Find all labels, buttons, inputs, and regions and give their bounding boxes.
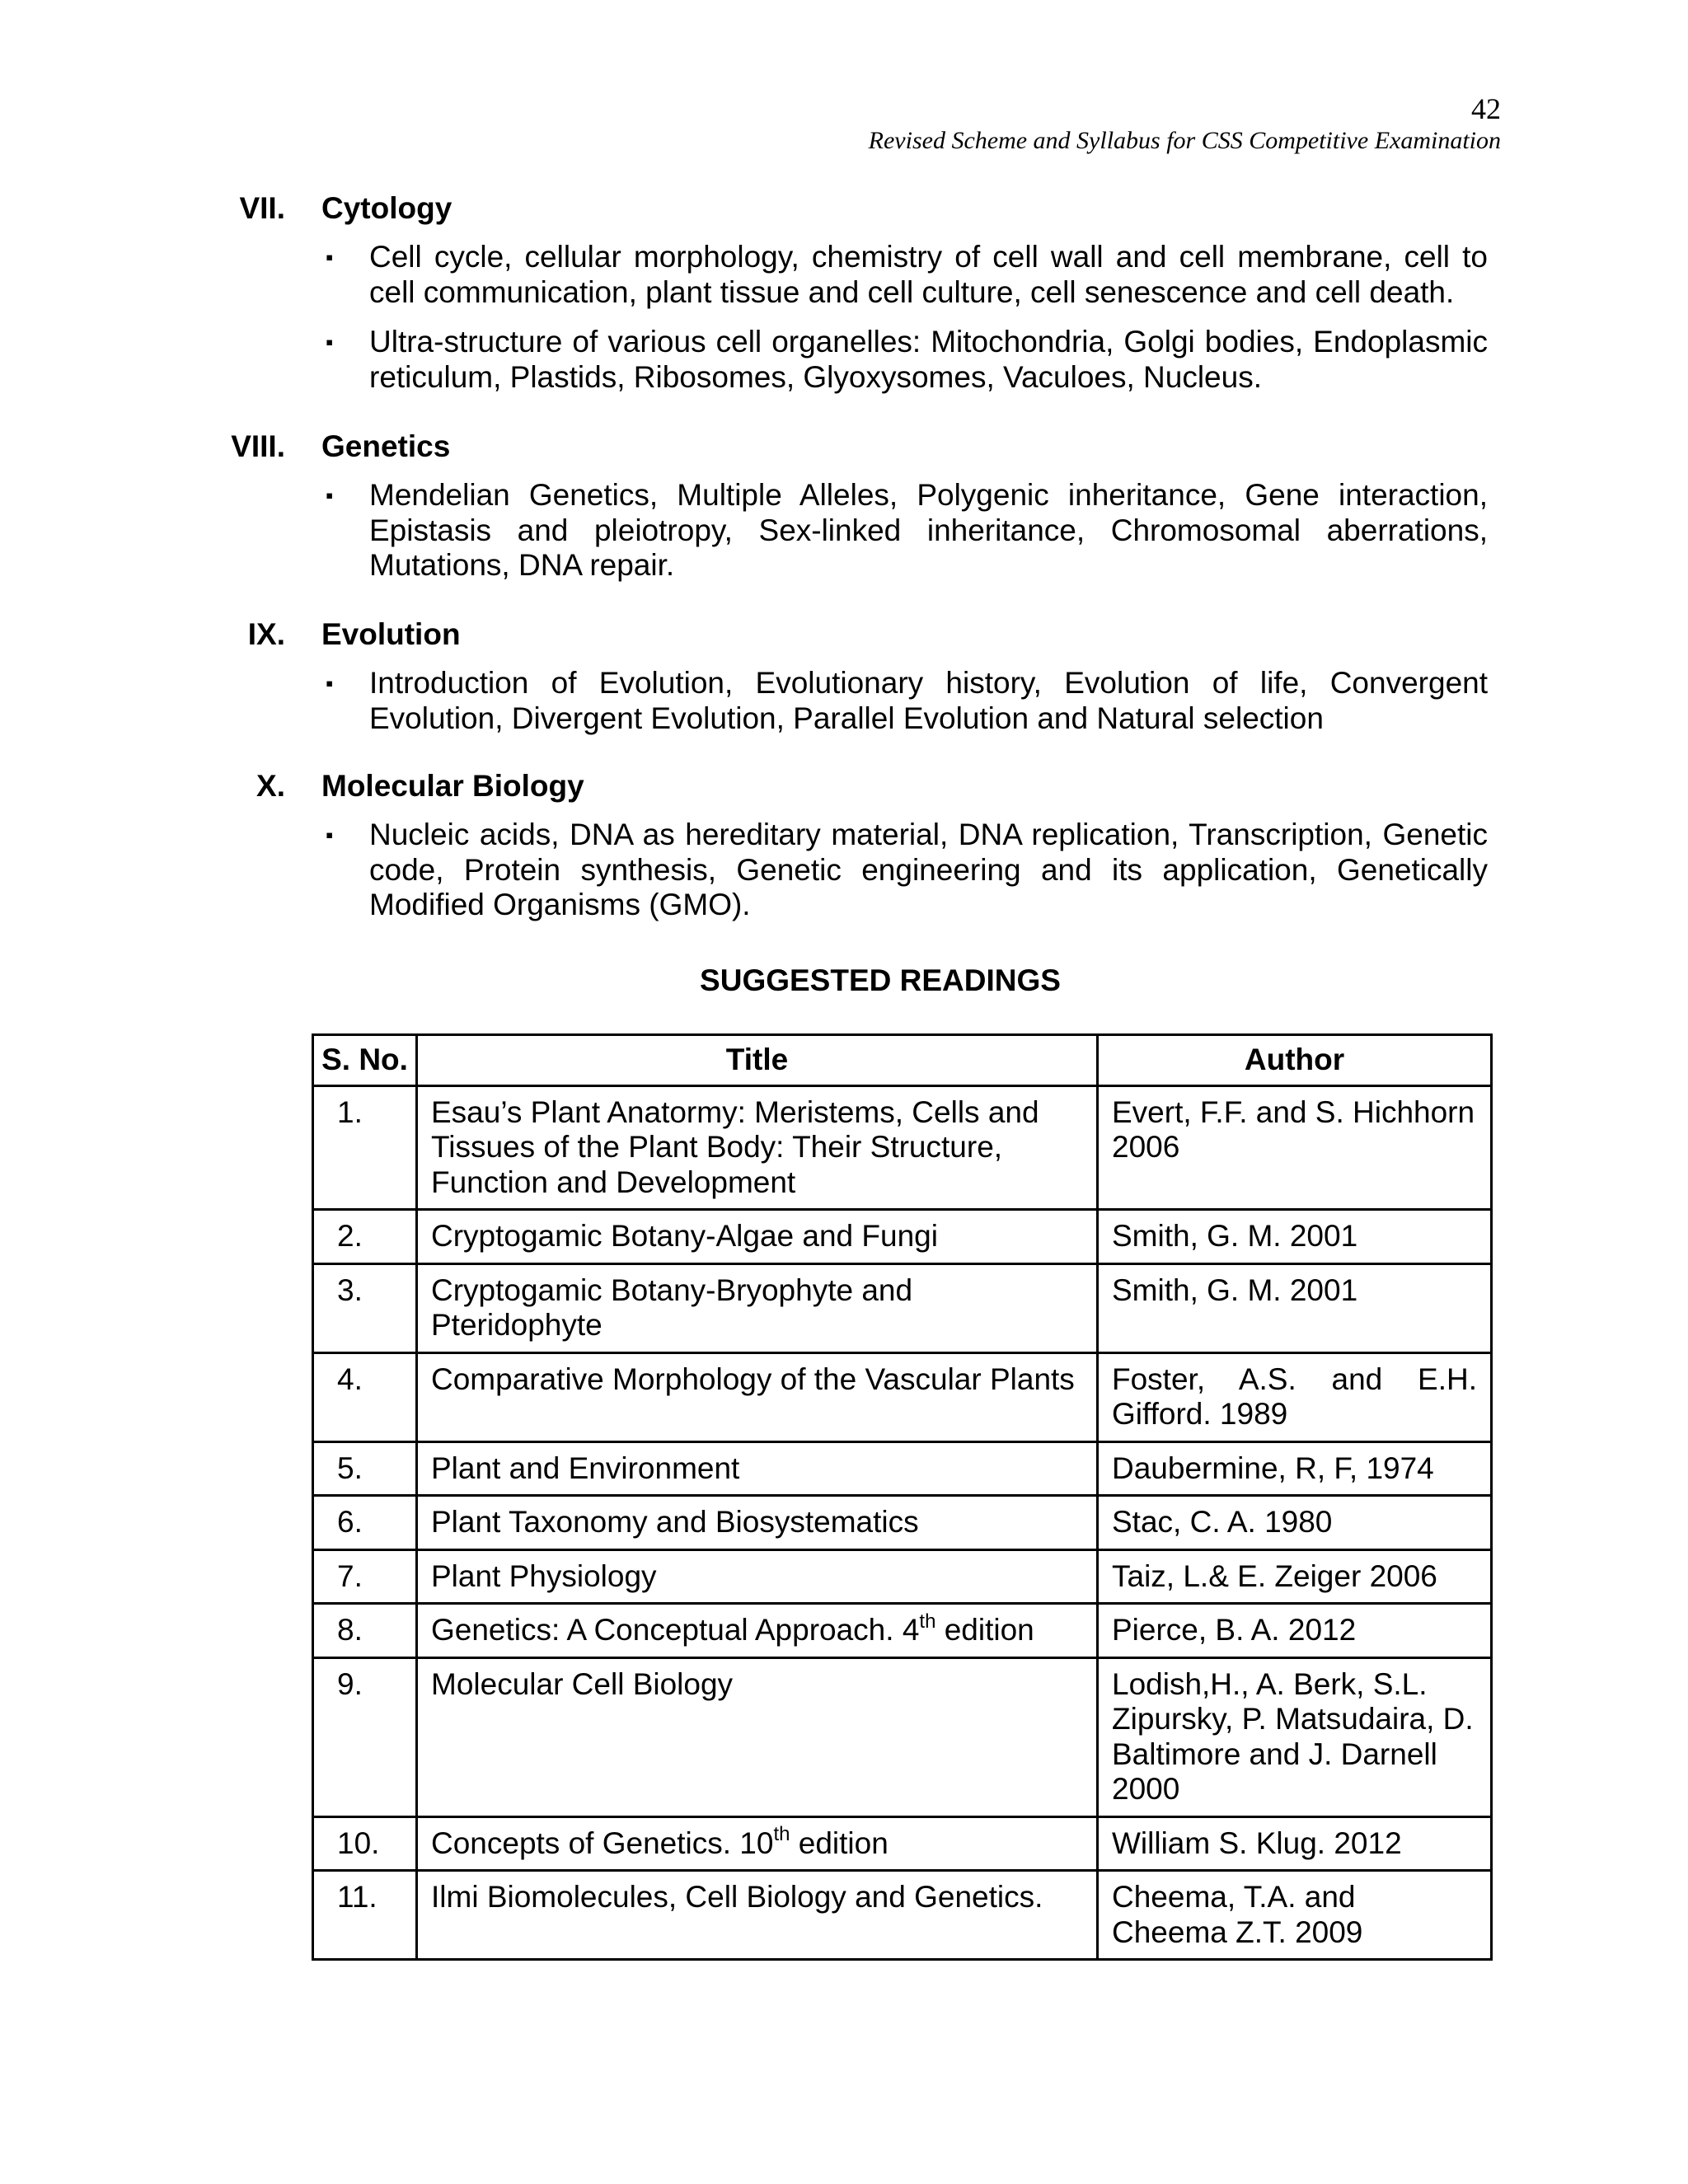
section-heading [0,189,1688,228]
section-evolution [0,615,1688,736]
bullet-item [326,818,1488,923]
title-text: edition [790,1825,889,1860]
section-heading [0,615,1688,654]
suggested-readings-heading: SUGGESTED READINGS [700,963,1061,997]
cell-sno: 8. [313,1604,417,1658]
title-text: Genetics: A Conceptual Approach. 4 [431,1613,920,1647]
cell-author: Taiz, L.& E. Zeiger 2006 [1098,1549,1492,1604]
section-genetics [0,427,1688,583]
column-header-title: Title [417,1035,1098,1086]
ordinal-suffix: th [919,1610,936,1633]
cell-sno: 4. [313,1352,417,1441]
square-bullet-icon: ▪ [326,245,334,269]
cell-sno: 6. [313,1496,417,1550]
cell-author: Pierce, B. A. 2012 [1098,1604,1492,1658]
section-numeral: VIII. [231,429,285,463]
bullet-item [326,478,1488,583]
table-row [313,1085,1492,1210]
section-cytology [0,189,1688,395]
table-row [313,1441,1492,1496]
cell-author: Smith, G. M. 2001 [1098,1263,1492,1352]
cell-author: Lodish,H., A. Berk, S.L. Zipursky, P. Matsudaira, D. Baltimore and J. Darnell 2000 [1098,1657,1492,1816]
bullet-text: Nucleic acids, DNA as hereditary material, DNA replication, Transcription, Genetic code, Protein synthesis, Genetic engineering and its application, Genetically Modified Organisms (GMO). [369,818,1488,921]
square-bullet-icon: ▪ [326,330,334,354]
cell-sno: 3. [313,1263,417,1352]
cell-title [417,1816,1098,1871]
readings-table [312,1033,1493,1961]
table-row [313,1263,1492,1352]
bullet-item [326,666,1488,736]
column-header-sno: S. No. [313,1035,417,1086]
cell-author: Smith, G. M. 2001 [1098,1210,1492,1264]
bullet-text: Introduction of Evolution, Evolutionary history, Evolution of life, Convergent Evolution, Divergent Evolution, Parallel Evolution and Natural selection [369,666,1488,735]
cell-author: Stac, C. A. 1980 [1098,1496,1492,1550]
bullet-text: Cell cycle, cellular morphology, chemistry of cell wall and cell membrane, cell to cell communication, plant tissue and cell culture, cell senescence and cell death. [369,240,1488,309]
bullet-text: Mendelian Genetics, Multiple Alleles, Polygenic inheritance, Gene interaction, Epistasis and pleiotropy, Sex-linked inheritance, Chromosomal aberrations, Mutations, DNA repair. [369,478,1488,582]
section-title: Cytology [321,191,452,225]
bullet-item [326,240,1488,310]
bullet-text: Ultra-structure of various cell organelles: Mitochondria, Golgi bodies, Endoplasmic reticulum, Plastids, Ribosomes, Glyoxysomes, Vaculoes, Nucleus. [369,325,1488,394]
page-number: 42 [1471,92,1501,125]
cell-sno: 9. [313,1657,417,1816]
cell-title [417,1604,1098,1658]
column-header-author: Author [1098,1035,1492,1086]
square-bullet-icon: ▪ [326,671,334,696]
cell-title: Comparative Morphology of the Vascular Plants [417,1352,1098,1441]
cell-sno: 11. [313,1871,417,1960]
cell-title: Esau’s Plant Anatormy: Meristems, Cells and Tissues of the Plant Body: Their Structure, Function and Development [417,1085,1098,1210]
table-row [313,1604,1492,1658]
cell-author: Daubermine, R, F, 1974 [1098,1441,1492,1496]
cell-title: Molecular Cell Biology [417,1657,1098,1816]
table-row [313,1496,1492,1550]
square-bullet-icon: ▪ [326,483,334,508]
table-header-row [313,1035,1492,1086]
section-title: Evolution [321,617,461,651]
cell-title: Cryptogamic Botany-Algae and Fungi [417,1210,1098,1264]
cell-title: Plant Physiology [417,1549,1098,1604]
cell-title: Plant and Environment [417,1441,1098,1496]
cell-sno: 2. [313,1210,417,1264]
title-text: edition [935,1613,1034,1647]
cell-author: Evert, F.F. and S. Hichhorn 2006 [1098,1085,1492,1210]
cell-sno: 7. [313,1549,417,1604]
table-row [313,1871,1492,1960]
ordinal-suffix: th [773,1823,790,1846]
cell-title: Plant Taxonomy and Biosystematics [417,1496,1098,1550]
table-row [313,1816,1492,1871]
square-bullet-icon: ▪ [326,823,334,847]
cell-title: Ilmi Biomolecules, Cell Biology and Genetics. [417,1871,1098,1960]
cell-author: Foster, A.S. and E.H. Gifford. 1989 [1098,1352,1492,1441]
running-header: Revised Scheme and Syllabus for CSS Competitive Examination [868,127,1501,154]
table-row [313,1352,1492,1441]
section-title: Molecular Biology [321,769,584,803]
section-heading [0,427,1688,466]
cell-title: Cryptogamic Botany-Bryophyte and Pteridophyte [417,1263,1098,1352]
cell-author: Cheema, T.A. and Cheema Z.T. 2009 [1098,1871,1492,1960]
title-text: Concepts of Genetics. 10 [431,1825,774,1860]
table-row [313,1549,1492,1604]
table-row [313,1210,1492,1264]
section-numeral: VII. [239,191,285,225]
cell-sno: 10. [313,1816,417,1871]
cell-sno: 5. [313,1441,417,1496]
section-molecular-biology [0,766,1688,923]
cell-sno: 1. [313,1085,417,1210]
cell-author: William S. Klug. 2012 [1098,1816,1492,1871]
section-numeral: X. [256,769,285,803]
table-row [313,1657,1492,1816]
section-heading [0,766,1688,806]
section-numeral: IX. [247,617,285,651]
section-title: Genetics [321,429,451,463]
bullet-item [326,325,1488,395]
